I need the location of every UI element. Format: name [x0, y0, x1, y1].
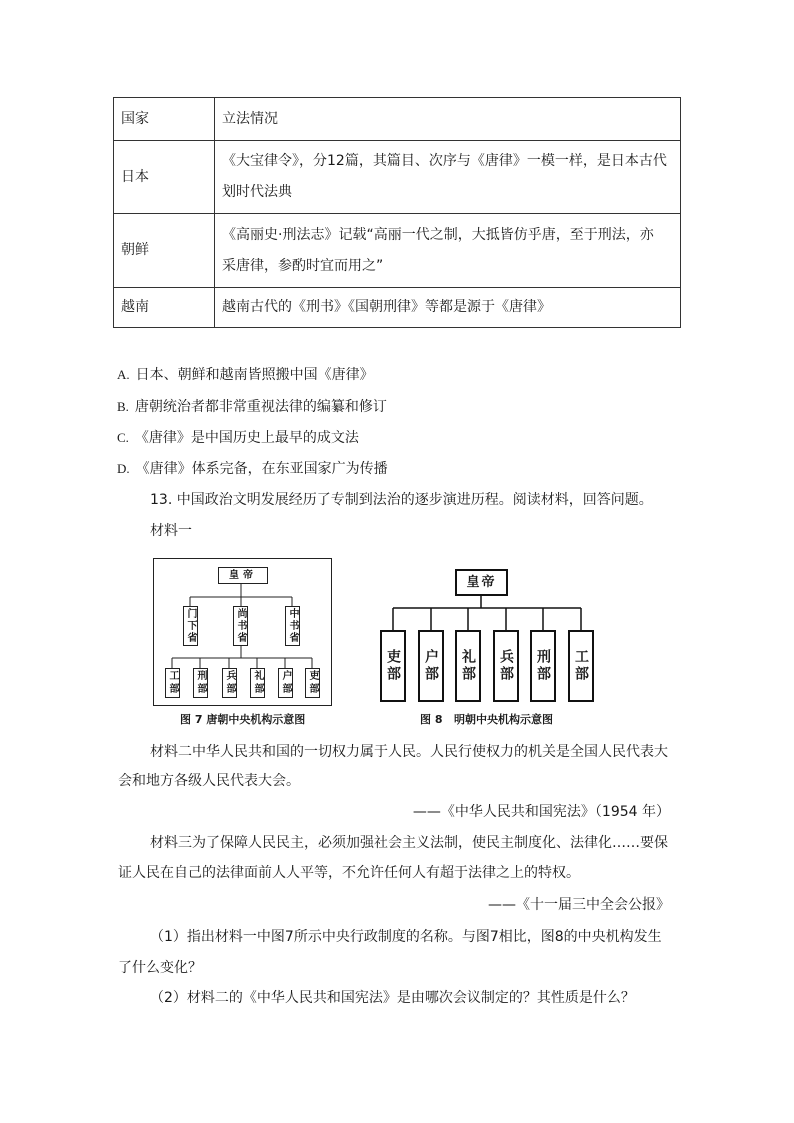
- header-country: 国家: [114, 98, 215, 141]
- figure-7-caption: 图 7 唐朝中央机构示意图: [180, 713, 306, 726]
- material-2-line: 材料二中华人民共和国的一切权力属于人民。人民行使权力的机关是全国人民代表大: [150, 744, 668, 760]
- cell-line: 《大宝律令》，分12篇，其篇目、次序与《唐律》一模一样，是日本古代: [222, 153, 667, 169]
- cell-line: 越南古代的《刑书》《国朝刑律》等都是源于《唐律》: [222, 299, 551, 315]
- option-a: [117, 365, 374, 385]
- figure-7-department-box: 中书省: [287, 608, 298, 644]
- option-text: 《唐律》是中国历史上最早的成文法: [134, 430, 359, 446]
- material-1-label: 材料一: [150, 523, 192, 539]
- option-text: 《唐律》体系完备，在东亚国家广为传播: [135, 461, 388, 477]
- option-d: [117, 459, 388, 479]
- material-2-source: ——《中华人民共和国宪法》（1954 年）: [412, 804, 670, 820]
- figure-7-ministry-box: 工部: [167, 670, 178, 696]
- table-row: [114, 214, 681, 288]
- figure-8-ministry-box: 兵部: [493, 630, 519, 702]
- figure-8-ministry-box: 工部: [568, 630, 594, 702]
- legislation-cell: [215, 288, 681, 328]
- option-letter: D.: [117, 461, 130, 476]
- figure-7-emperor-box: 皇帝: [218, 567, 268, 584]
- cell-line: 划时代法典: [222, 184, 292, 200]
- sub-question-1-line: （1）指出材料一中图7所示中央行政制度的名称。与图7相比，图8的中央机构发生: [150, 929, 662, 945]
- figure-7-ministry-box: 户部: [280, 670, 291, 696]
- table-row: [114, 141, 681, 214]
- figure-7-ministry-box: 刑部: [195, 670, 206, 696]
- option-text: 日本、朝鲜和越南皆照搬中国《唐律》: [135, 367, 374, 383]
- question-13-stem: 13. 中国政治文明发展经历了专制到法治的逐步演进历程。阅读材料，回答问题。: [150, 492, 653, 508]
- figure-7-ministry-box: 兵部: [224, 670, 235, 696]
- cell-line: 采唐律，参酌时宜而用之”: [222, 257, 384, 274]
- figure-8-ministry-box: 户部: [418, 630, 444, 702]
- sub-question-2-line: （2）材料二的《中华人民共和国宪法》是由哪次会议制定的？其性质是什么？: [150, 990, 635, 1006]
- option-letter: C.: [117, 430, 129, 445]
- option-letter: A.: [117, 367, 130, 382]
- table-header-row: [114, 98, 681, 141]
- option-b: [117, 397, 387, 417]
- figure-7-department-box: 尚书省: [235, 608, 246, 644]
- material-3-source: ——《十一届三中全会公报》: [488, 897, 670, 913]
- option-text: 唐朝统治者都非常重视法律的编纂和修订: [134, 399, 387, 415]
- figure-8-ministry-box: 礼部: [455, 630, 481, 702]
- figure-8-emperor-box: 皇帝: [455, 569, 508, 596]
- option-c: [117, 428, 359, 448]
- legislation-cell: [215, 214, 681, 288]
- country-cell: 朝鲜: [114, 214, 215, 288]
- legislation-cell: [215, 141, 681, 214]
- material-2-line: 会和地方各级人民代表大会。: [118, 773, 300, 789]
- cell-line: 《高丽史·刑法志》记载“高丽一代之制，大抵皆仿乎唐，至于刑法，亦: [222, 226, 654, 243]
- figure-7-ministry-box: 礼部: [252, 670, 263, 696]
- figure-8-ministry-box: 刑部: [530, 630, 556, 702]
- option-letter: B.: [117, 399, 129, 414]
- legislation-table: [113, 97, 681, 328]
- figure-7-ministry-box: 吏部: [307, 670, 318, 696]
- material-3-line: 证人民在自己的法律面前人人平等，不允许任何人有超于法律之上的特权。: [118, 865, 580, 881]
- table-row: [114, 288, 681, 328]
- country-cell: 越南: [114, 288, 215, 328]
- sub-question-1-line: 了什么变化？: [118, 960, 202, 976]
- figure-8-ministry-box: 吏部: [380, 630, 406, 702]
- figure-7-department-box: 门下省: [185, 608, 196, 644]
- figure-8-caption: 图 8 明朝中央机构示意图: [420, 713, 553, 726]
- header-legislation: 立法情况: [215, 98, 681, 141]
- material-3-line: 材料三为了保障人民民主，必须加强社会主义法制，使民主制度化、法律化……要保: [150, 835, 668, 851]
- country-cell: 日本: [114, 141, 215, 214]
